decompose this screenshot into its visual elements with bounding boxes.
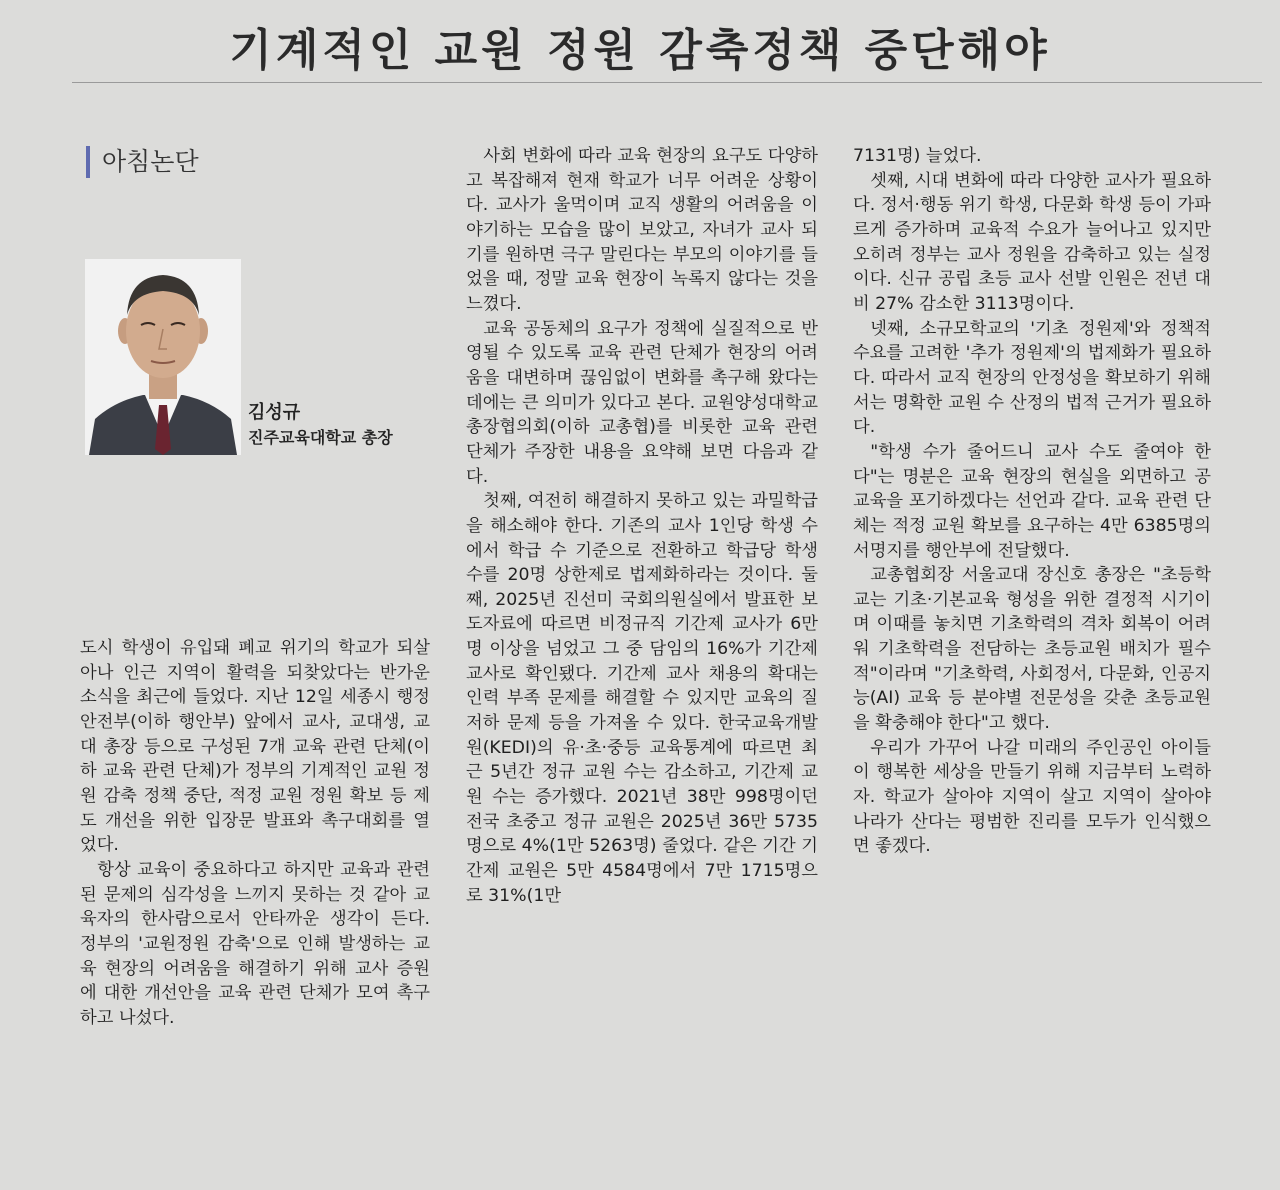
paragraph: 사회 변화에 따라 교육 현장의 요구도 다양하고 복잡해져 현재 학교가 너무 어려운 상황이다. 교사가 울먹이며 교직 생활의 어려움을 이야기하는 모습을 많이 보았고, 자녀가 교사 되기를 원하면 극구 말린다는 부모의 이야기를 들었을 때, 정말 교육 현장이 녹록지 않다는 것을 느꼈다. (466, 146, 818, 314)
paragraph: 우리가 가꾸어 나갈 미래의 주인공인 아이들이 행복한 세상을 만들기 위해 지금부터 노력하자. 학교가 살아야 지역이 살고 지역이 살아야 나라가 산다는 평범한 진리를 모두가 인식했으면 좋겠다. (853, 737, 1211, 857)
author-name: 김성규 (248, 402, 301, 423)
author-portrait-icon (85, 259, 241, 455)
paragraph: 셋째, 시대 변화에 따라 다양한 교사가 필요하다. 정서·행동 위기 학생, 다문화 학생 등이 가파르게 증가하며 교육적 수요가 늘어나고 있지만 오히려 정부는 교사 정원을 감축하고 있는 실정이다. 신규 공립 초등 교사 선발 인원은 전년 대비 27% 감소한 3113명이다. (853, 170, 1211, 314)
section-label: 아침논단 (86, 146, 199, 178)
paragraph: 항상 교육이 중요하다고 하지만 교육과 관련된 문제의 심각성을 느끼지 못하는 것 같아 교육자의 한사람으로서 안타까운 생각이 든다. 정부의 '교원정원 감축'으로 인해 발생하는 교육 현장의 어려움을 해결하기 위해 교사 증원에 대한 개선안을 교육 관련 단체가 모여 촉구하고 나섰다. (80, 859, 430, 1028)
paragraph: "학생 수가 줄어드니 교사 수도 줄여야 한다"는 명분은 교육 현장의 현실을 외면하고 공교육을 포기하겠다는 선언과 같다. 교육 관련 단체는 적정 교원 확보를 요구하는 4만 6385명의 서명지를 행안부에 전달했다. (853, 441, 1211, 561)
article-column-2 (466, 144, 818, 908)
paragraph: 7131명) 늘었다. (853, 146, 982, 166)
article-column-3 (853, 144, 1211, 859)
author-title: 진주교육대학교 총장 (248, 428, 393, 447)
headline-divider (72, 82, 1262, 83)
paragraph: 도시 학생이 유입돼 폐교 위기의 학교가 되살아나 인근 지역이 활력을 되찾았다는 반가운 소식을 최근에 들었다. 지난 12일 세종시 행정안전부(이하 행안부) 앞에서 교사, 교대생, 교대 총장 등으로 구성된 7개 교육 관련 단체(이하 교육 관련 단체)가 정부의 기계적인 교원 정원 감축 정책 중단, 적정 교원 정원 확보 등 제도 개선을 위한 입장문 발표와 촉구대회를 열었다. (80, 638, 430, 856)
article-column-1 (80, 636, 430, 1031)
paragraph: 첫째, 여전히 해결하지 못하고 있는 과밀학급을 해소해야 한다. 기존의 교사 1인당 학생 수에서 학급 수 기준으로 전환하고 학급당 학생 수를 20명 상한제로 법제화하라는 것이다. 둘째, 2025년 진선미 국회의원실에서 발표한 보도자료에 따르면 비정규직 기간제 교사가 6만 명 이상을 넘었고 그 중 담임의 16%가 기간제교사로 확인됐다. 기간제 교사 채용의 확대는 인력 부족 문제를 해결할 수 있지만 교육의 질 저하 문제 등을 가져올 수 있다. 한국교육개발원(KEDI)의 유·초·중등 교육통계에 따르면 최근 5년간 정규 교원 수는 감소하고, 기간제 교원 수는 증가했다. 2021년 38만 998명이던 전국 초중고 정규 교원은 2025년 36만 5735명으로 4%(1만 5263명) 줄었다. 같은 기간 기간제 교원은 5만 4584명에서 7만 1715명으로 31%(1만 (466, 491, 818, 906)
paragraph: 교육 공동체의 요구가 정책에 실질적으로 반영될 수 있도록 교육 관련 단체가 현장의 어려움을 대변하며 끊임없이 변화를 촉구해 왔다는 데에는 큰 의미가 있다고 본다. 교원양성대학교총장협의회(이하 교총협)를 비롯한 교육 관련 단체가 주장한 내용을 요약해 보면 다음과 같다. (466, 318, 818, 487)
author-byline (248, 400, 393, 450)
article-headline: 기계적인 교원 정원 감축정책 중단해야 (229, 25, 1051, 76)
author-photo (85, 259, 241, 455)
paragraph: 교총협회장 서울교대 장신호 총장은 "초등학교는 기초·기본교육 형성을 위한 결정적 시기이며 이때를 놓치면 기초학력의 격차 회복이 어려워 기초학력을 전담하는 초등교원 배치가 필수적"이라며 "기초학력, 사회정서, 다문화, 인공지능(AI) 교육 등 분야별 전문성을 갖춘 초등교원을 확충해야 한다"고 했다. (853, 565, 1211, 734)
paragraph: 넷째, 소규모학교의 '기초 정원제'와 정책적 수요를 고려한 '추가 정원제'의 법제화가 필요하다. 따라서 교직 현장의 안정성을 확보하기 위해서는 명확한 교원 수 산정의 법적 근거가 필요하다. (853, 318, 1211, 438)
